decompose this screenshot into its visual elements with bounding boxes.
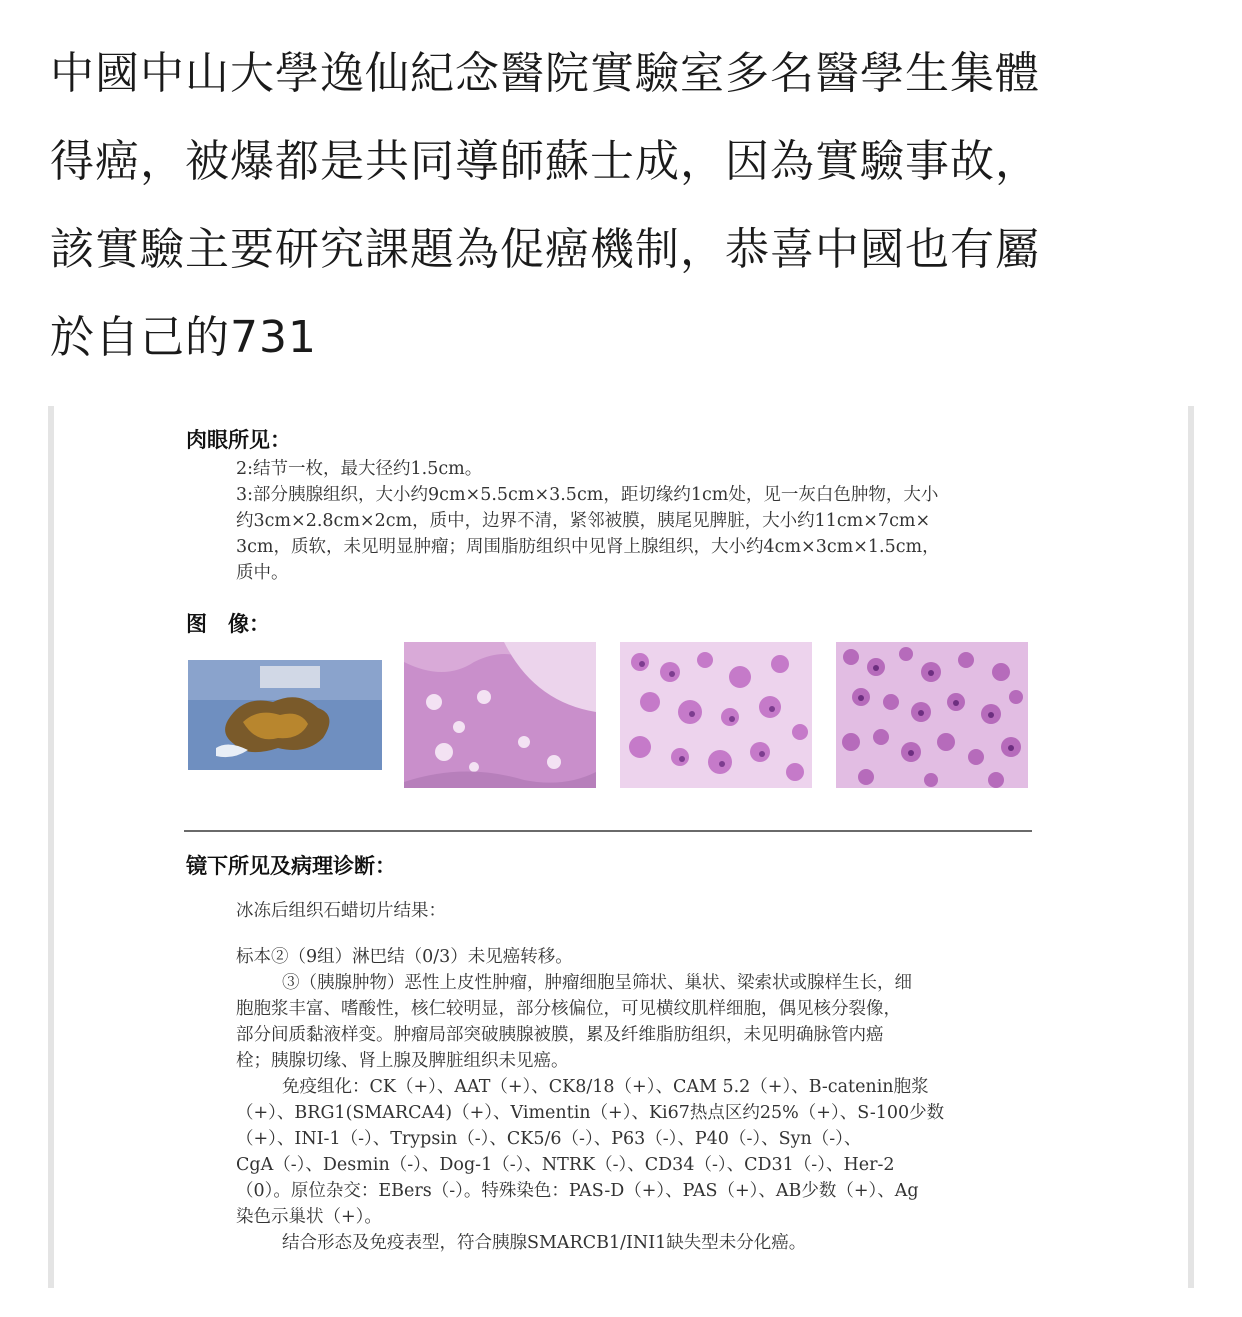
micro-line: （+）、BRG1(SMARCA4)（+）、Vimentin（+）、Ki67热点区约25%（+）、S-100少数 xyxy=(236,1103,945,1123)
post-text xyxy=(50,30,1200,382)
pathology-report xyxy=(54,406,1188,1288)
post-text-line: 得癌，被爆都是共同導師蘇士成，因為實驗事故， xyxy=(50,136,1040,187)
histology-image-mid xyxy=(620,642,812,788)
micro-line: 染色示巢状（+）。 xyxy=(236,1207,382,1227)
micro-line: 结合形态及免疫表型，符合胰腺SMARCB1/INI1缺失型未分化癌。 xyxy=(282,1233,807,1253)
microscopic-heading: 镜下所见及病理诊断： xyxy=(186,853,396,878)
gross-specimen-photo xyxy=(188,660,382,770)
gross-line: 3:部分胰腺组织，大小约9cm×5.5cm×3.5cm，距切缘约1cm处，见一灰白色肿物，大小 xyxy=(236,485,939,505)
gross-findings xyxy=(236,456,940,586)
gross-line: 质中。 xyxy=(236,563,289,583)
gross-line: 2:结节一枚，最大径约1.5cm。 xyxy=(236,459,483,479)
micro-line: （+）、INI-1（-）、Trypsin（-）、CK5/6（-）、P63（-）、P40（-）、Syn（-）、 xyxy=(236,1129,862,1149)
micro-line: （0）。原位杂交：EBers（-）。特殊染色：PAS-D（+）、PAS（+）、AB少数（+）、Ag xyxy=(236,1181,919,1201)
micro-line: 栓；胰腺切缘、肾上腺及脾脏组织未见癌。 xyxy=(236,1051,569,1071)
micro-line: CgA（-）、Desmin（-）、Dog-1（-）、NTRK（-）、CD34（-）、CD31（-）、Her-2 xyxy=(236,1155,895,1175)
gross-heading: 肉眼所见： xyxy=(186,427,291,452)
spacer xyxy=(236,924,944,944)
histology-image-high xyxy=(836,642,1028,788)
section-divider xyxy=(184,830,1032,832)
images-heading: 图 像： xyxy=(186,611,270,636)
micro-line: 标本②（9组）淋巴结（0/3）未见癌转移。 xyxy=(236,947,573,967)
gross-line: 约3cm×2.8cm×2cm，质中，边界不清，紧邻被膜，胰尾见脾脏，大小约11cm×7cm× xyxy=(236,511,931,531)
post-text-line: 該實驗主要研究課題為促癌機制，恭喜中國也有屬 xyxy=(50,224,1040,275)
pathology-report-image[interactable] xyxy=(48,406,1194,1288)
micro-line: 免疫组化：CK（+）、AAT（+）、CK8/18（+）、CAM 5.2（+）、B-catenin胞浆 xyxy=(282,1077,929,1097)
histology-image-low xyxy=(404,642,596,788)
post-text-line: 於自己的731 xyxy=(50,312,317,363)
post-text-line: 中國中山大學逸仙紀念醫院實驗室多名醫學生集體 xyxy=(50,48,1040,99)
micro-intro: 冰冻后组织石蜡切片结果： xyxy=(236,901,446,921)
microscopic-findings xyxy=(236,898,944,1256)
image-strip xyxy=(188,642,1030,792)
micro-line: 部分间质黏液样变。肿瘤局部突破胰腺被膜，累及纤维脂肪组织，未见明确脉管内癌 xyxy=(236,1025,884,1045)
micro-line: 胞胞浆丰富、嗜酸性，核仁较明显，部分核偏位，可见横纹肌样细胞，偶见核分裂像， xyxy=(236,999,901,1019)
micro-line: ③（胰腺肿物）恶性上皮性肿瘤，肿瘤细胞呈筛状、巢状、梁索状或腺样生长，细 xyxy=(282,973,912,993)
gross-line: 3cm，质软，未见明显肿瘤；周围脂肪组织中见肾上腺组织，大小约4cm×3cm×1.5cm， xyxy=(236,537,940,557)
